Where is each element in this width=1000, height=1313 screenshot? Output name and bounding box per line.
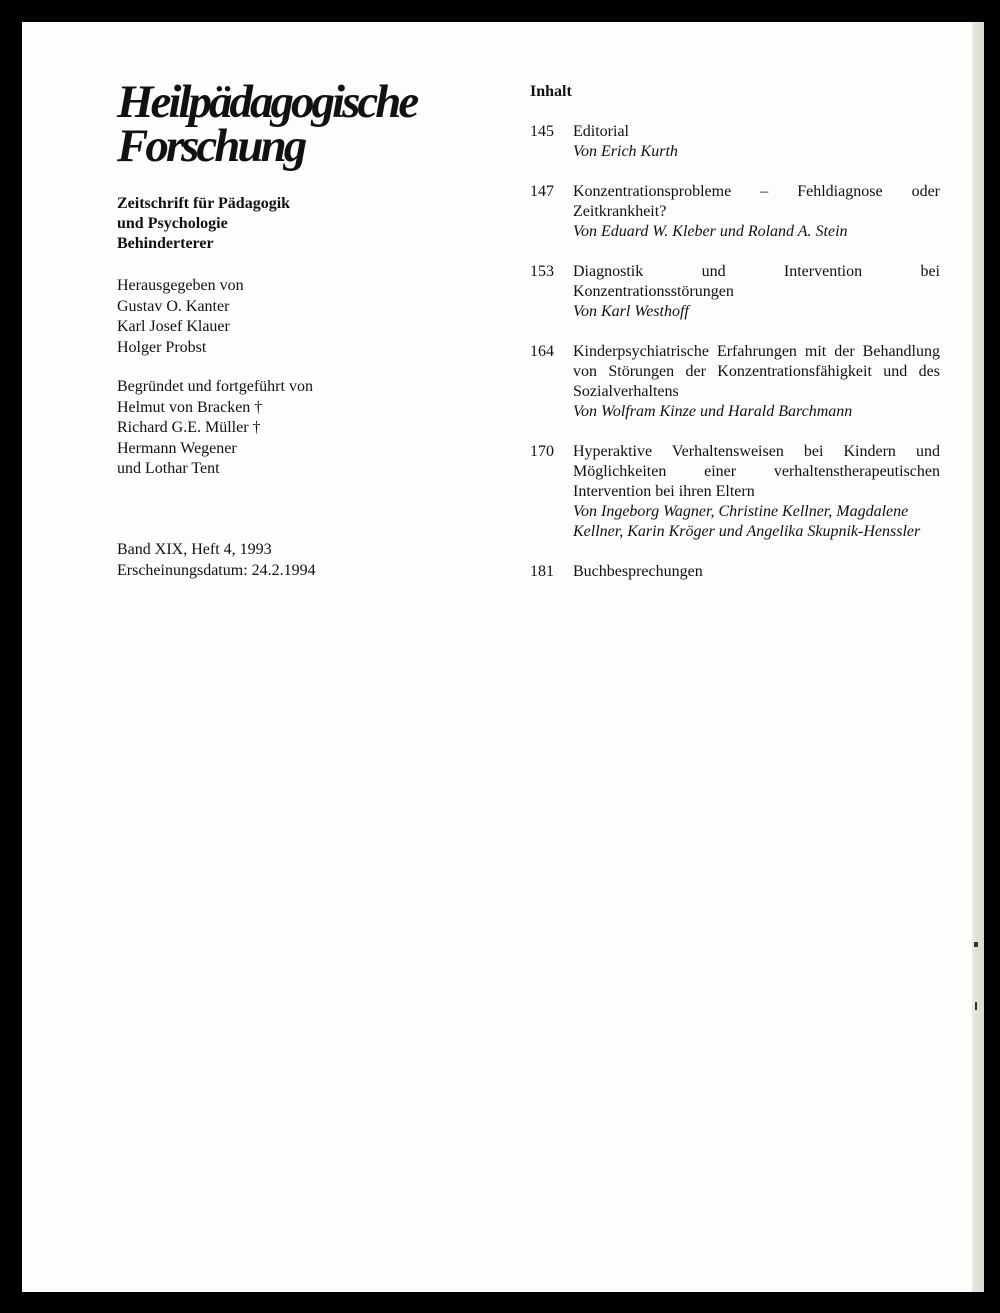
toc-title: Editorial (573, 123, 629, 140)
page-edge-strip (972, 22, 984, 1292)
toc-entry (530, 182, 940, 242)
toc-heading: Inhalt (530, 83, 572, 100)
toc-page-number: 181 (530, 563, 554, 580)
founder-name: Helmut von Bracken † (117, 398, 263, 416)
toc-title: Kinderpsychiatrische Erfahrungen mit der Behandlung von Störungen der Konzentrationsfähigkeit und des Sozialverhaltens (573, 343, 940, 400)
toc-author: Von Erich Kurth (573, 143, 678, 160)
subtitle-line-3: Behinderterer (117, 235, 214, 252)
issue-info (117, 540, 316, 581)
founder-name: Richard G.E. Müller † (117, 419, 261, 436)
toc-title: Diagnostik und Intervention bei Konzentrationsstörungen (573, 263, 940, 300)
journal-subtitle (117, 194, 290, 254)
toc-title: Hyperaktive Verhaltensweisen bei Kindern und Möglichkeiten einer verhaltenstherapeutischen Intervention bei ihren Eltern (573, 443, 940, 500)
toc-page-number: 170 (530, 443, 554, 460)
founders-block (117, 377, 313, 480)
founder-name: Hermann Wegener (117, 439, 237, 457)
toc-entry (530, 342, 940, 422)
journal-title (117, 76, 417, 172)
subtitle-line-2: und Psychologie (117, 215, 228, 232)
editor-name: Karl Josef Klauer (117, 318, 230, 335)
editors-heading: Herausgegeben von (117, 277, 244, 294)
toc-title: Konzentrationsprobleme – Fehldiagnose oder Zeitkrankheit? (573, 183, 940, 220)
editor-name: Gustav O. Kanter (117, 297, 230, 315)
toc-author: Von Karl Westhoff (573, 303, 689, 320)
toc-author: Von Ingeborg Wagner, Christine Kellner, Magdalene Kellner, Karin Kröger und Angelika Skupnik-Henssler (573, 503, 921, 540)
document-page (22, 22, 974, 1292)
edge-speck (975, 1002, 977, 1010)
toc-page-number: 164 (530, 343, 554, 360)
toc-author: Von Eduard W. Kleber und Roland A. Stein (573, 223, 848, 240)
table-of-contents (530, 122, 940, 582)
journal-title-line-1: Heilpädagogische (117, 76, 417, 128)
edge-speck (974, 942, 978, 947)
toc-entry (530, 442, 940, 542)
issue-volume: Band XIX, Heft 4, 1993 (117, 541, 272, 558)
toc-author: Von Wolfram Kinze und Harald Barchmann (573, 403, 853, 420)
toc-page-number: 153 (530, 263, 554, 280)
founders-heading: Begründet und fortgeführt von (117, 378, 313, 395)
toc-entry (530, 262, 940, 322)
toc-page-number: 147 (530, 183, 554, 200)
editor-name: Holger Probst (117, 338, 207, 356)
founder-name: und Lothar Tent (117, 460, 220, 477)
toc-page-number: 145 (530, 123, 554, 140)
issue-date: Erscheinungsdatum: 24.2.1994 (117, 561, 316, 579)
toc-title: Buchbesprechungen (573, 563, 703, 580)
subtitle-line-1: Zeitschrift für Pädagogik (117, 195, 291, 212)
editors-block (117, 276, 244, 358)
journal-title-line-2: Forschung (117, 120, 305, 172)
toc-entry (530, 122, 940, 162)
toc-entry (530, 562, 940, 582)
